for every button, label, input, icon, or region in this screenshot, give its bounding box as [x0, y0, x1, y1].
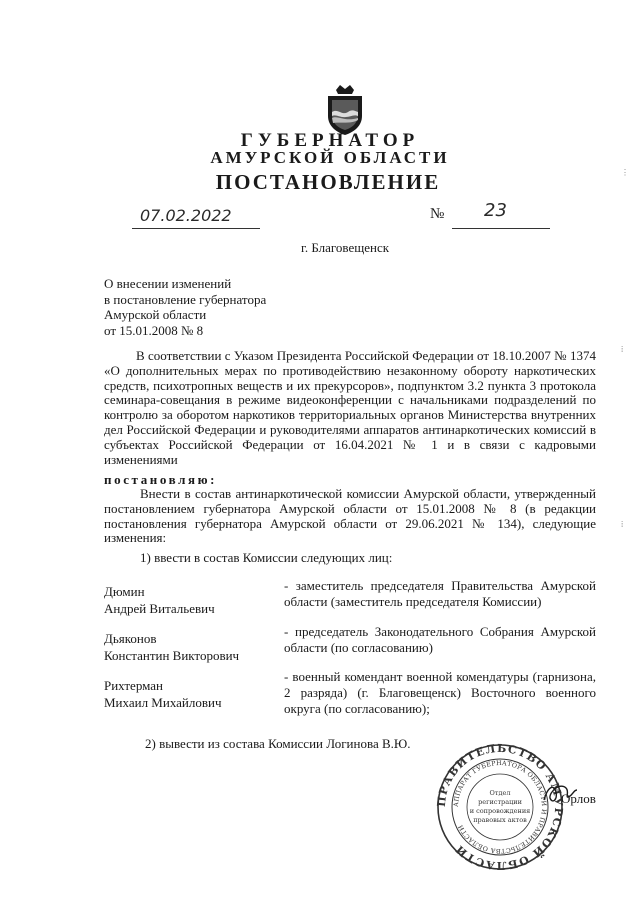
member-role: - военный комендант военной комендатуры (гарнизона, 2 разряда) (г. Благовещенск) Восточного военного округа (по согласованию);: [284, 669, 596, 716]
subject-line: О внесении изменений: [104, 276, 232, 291]
document-type-title: ПОСТАНОВЛЕНИЕ: [215, 170, 441, 194]
issuer-region: АМУРСКОЙ ОБЛАСТИ: [210, 148, 450, 167]
coat-of-arms-emblem: [322, 82, 368, 136]
scan-margin-mark: ⁞: [621, 345, 624, 354]
stamp-outer-text: ПРАВИТЕЛЬСТВО АМУРСКОЙ ОБЛАСТИ: [435, 742, 565, 872]
subject-line: от 15.01.2008 № 8: [104, 322, 204, 338]
member-name: [104, 677, 222, 711]
document-number: 23: [484, 200, 507, 221]
stamp-center-line: Отдел: [489, 789, 511, 797]
member-given-name: Андрей Витальевич: [104, 601, 215, 616]
preamble-paragraph: В соответствии с Указом Президента Российской Федерации от 18.10.2007 № 1374 «О дополнительных мерах по противодействию незаконному обороту наркотических средств, психотропных веществ и их прекурсоров», подпунктом 3.2 пункта 3 протокола семинара-совещания в режиме видеоконференции с начальниками подразделений по контролю за оборотом наркотиков территориальных органов Министерства внутренних дел Российской Федерации и руководителями аппаратов антинаркотических комиссий в субъектах Российской Федерации от 16.04.2021 № 1 и в связи с кадровыми изменениями: [104, 348, 596, 467]
main-paragraph: Внести в состав антинаркотической комиссии Амурской области, утвержденный постановлением губернатора Амурской области от 15.01.2008 № 8 (в редакции постановления губернатора Амурской области от 29.06.2021 № 134), следующие изменения:: [104, 486, 596, 546]
member-surname: Рихтерман: [104, 678, 163, 693]
scan-margin-mark: ⋮: [621, 168, 629, 177]
scan-margin-mark: ⁞: [621, 520, 624, 529]
issue-city: г. Благовещенск: [300, 240, 390, 255]
stamp-center-line: и сопровождения: [469, 807, 531, 815]
document-subject: [104, 276, 266, 338]
number-sign: №: [430, 206, 445, 222]
item-1: 1) ввести в состав Комиссии следующих лиц:: [140, 550, 393, 565]
member-name: [104, 630, 239, 664]
member-role: - заместитель председателя Правительства Амурской области (заместитель председателя Комиссии): [284, 578, 596, 609]
stamp-center-line: правовых актов: [473, 816, 527, 824]
document-date: 07.02.2022: [140, 206, 232, 225]
stamp-center-line: регистрации: [478, 798, 522, 806]
subject-line: в постановление губернатора: [104, 291, 267, 307]
decree-word: постановляю:: [104, 472, 218, 487]
member-surname: Дюмин: [104, 584, 145, 599]
member-surname: Дьяконов: [104, 631, 157, 646]
member-role: - председатель Законодательного Собрания Амурской области (по согласованию): [284, 624, 596, 655]
signatory-name: Орлов: [561, 791, 596, 806]
stamp-inner-text: АППАРАТ ГУБЕРНАТОРА ОБЛАСТИ И ПРАВИТЕЛЬСТВА ОБЛАСТИ: [452, 759, 548, 855]
member-name: [104, 583, 215, 617]
member-given-name: Константин Викторович: [104, 648, 240, 663]
subject-line: Амурской области: [104, 307, 207, 322]
item-2: 2) вывести из состава Комиссии Логинова В.Ю.: [145, 736, 411, 751]
member-given-name: Михаил Михайлович: [104, 695, 222, 710]
issuer-title: ГУБЕРНАТОР: [240, 130, 420, 151]
